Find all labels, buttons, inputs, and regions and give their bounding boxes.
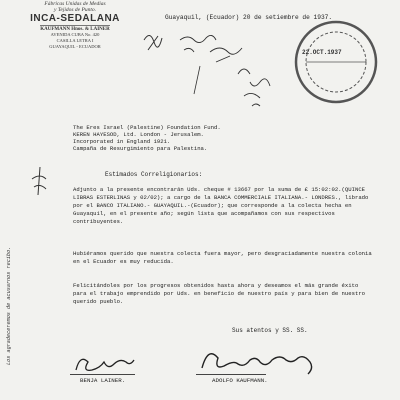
letterhead-line1: Fábricas Unidas de Medias bbox=[44, 1, 106, 7]
addressee-block bbox=[73, 124, 221, 153]
letterhead-phone: CASILLA LETRA I bbox=[56, 38, 94, 43]
letterhead-owners: KAUFMANN Hnos. & LAINER bbox=[40, 27, 110, 33]
body-paragraph-3: Felicitándoles por los progresos obtenidos hasta ahora y deseamos el más grande éxito para el trabajo emprendido por Uds. en beneficio de nuestro país y para bien de nuestro querido pueblo. bbox=[73, 282, 366, 305]
salutation: Estimados Correligionarios: bbox=[105, 171, 203, 178]
signature-line-left bbox=[70, 374, 135, 375]
letterhead bbox=[20, 2, 130, 49]
handwritten-annotation bbox=[140, 22, 290, 117]
signatory-left: BENJA LAINER. bbox=[80, 377, 126, 384]
letter-date: Guayaquil, (Ecuador) 20 de setiembre de 1937. bbox=[165, 14, 333, 21]
margin-scribble bbox=[28, 165, 52, 199]
addressee-line: Incorporated in England 1921. bbox=[73, 138, 171, 146]
signature-line-right bbox=[196, 374, 266, 375]
signature-right bbox=[196, 344, 336, 378]
receipt-stamp bbox=[284, 10, 384, 110]
signatory-right: ADOLFO KAUFMANN. bbox=[212, 377, 268, 384]
letterhead-city: GUAYAQUIL - ECUADOR bbox=[49, 43, 101, 49]
body-paragraph-1: Adjunto a la presente encontrarán Uds. cheque # 13667 por la suma de £ 15:02:02.(QUINCE LIBRAS ESTERLINAS y 02/02); a cargo de la BANCA COMMERCIALE ITALIANA.- LONDRES., librado por el BANCO ITALIANO.- GUAYAQUIL.-(Ecuador); que corresponde a la colecta hecha en Guayaquil, en el presente año; según lista que acompañamos con sus respectivos contribuyentes. bbox=[73, 186, 369, 225]
letterhead-brand: INCA-SEDALANA bbox=[30, 12, 120, 24]
letterhead-line2: y Tejidos de Punto. bbox=[54, 6, 96, 13]
addressee-line: KEREN HAYESOD, Ltd. London - Jerusalem. bbox=[73, 131, 204, 139]
letterhead-address: AVENIDA CUBA No. 420 bbox=[50, 32, 100, 38]
addressee-line: Campaña de Resurgimiento para Palestina. bbox=[73, 145, 208, 153]
letterhead-rule bbox=[40, 25, 110, 26]
stamp-date: 22.OCT.1937 bbox=[302, 49, 342, 56]
closing-line: Sus atentos y SS. SS. bbox=[232, 327, 308, 334]
body-paragraph-2: Hubiéramos querido que nuestra colecta fuera mayor, pero desgraciadamente nuestra colonia en el Ecuador es muy reducida. bbox=[73, 250, 372, 265]
addressee-line: The Eres Israel (Palestine) Foundation Fund. bbox=[73, 124, 221, 131]
margin-note: Los agradeceremos de acusarnos recibo. bbox=[6, 246, 12, 365]
